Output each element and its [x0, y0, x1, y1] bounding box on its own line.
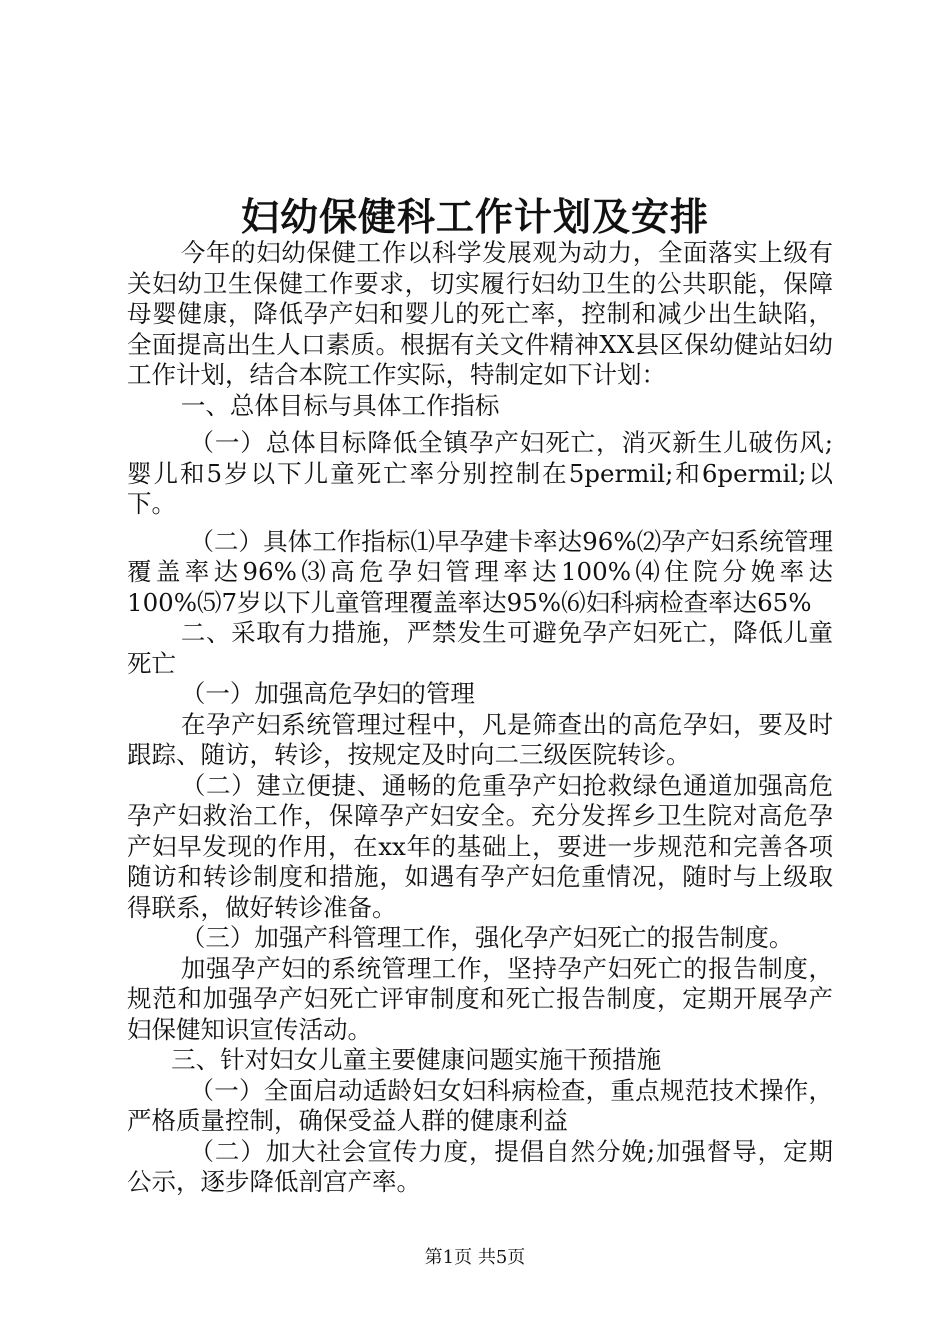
paragraph-publicity: （二）加大社会宣传力度，提倡自然分娩;加强督导，定期公示，逐步降低剖宫产率。 [127, 1136, 833, 1196]
document-body [127, 238, 833, 1198]
section-heading-3: 三、针对妇女儿童主要健康问题实施干预措施 [171, 1045, 662, 1074]
section-heading-2: 二、采取有力措施，严禁发生可避免孕产妇死亡，降低儿童死亡 [127, 618, 833, 678]
paragraph-intro: 今年的妇幼保健工作以科学发展观为动力，全面落实上级有关妇幼卫生保健工作要求，切实履行妇幼卫生的公共职能，保障母婴健康，降低孕产妇和婴儿的死亡率，控制和减少出生缺陷，全面提高出生人口素质。根据有关文件精神XX县区保幼健站妇幼工作计划，结合本院工作实际，特制定如下计划： [127, 238, 833, 389]
subheading-high-risk: （一）加强高危孕妇的管理 [180, 679, 475, 708]
document-title: 妇幼保健科工作计划及安排 [240, 194, 709, 239]
section-heading-1: 一、总体目标与具体工作指标 [180, 390, 500, 420]
paragraph-indicators: （二）具体工作指标⑴早孕建卡率达96%⑵孕产妇系统管理覆盖率达96%⑶高危孕妇管理率达100%⑷住院分娩率达100%⑸7岁以下儿童管理覆盖率达95%⑹妇科病检查率达65% [127, 526, 833, 617]
paragraph-gynecology: （一）全面启动适龄妇女妇科病检查，重点规范技术操作，严格质量控制，确保受益人群的健康利益 [127, 1075, 833, 1135]
page-footer: 第1页 共5页 [424, 1247, 526, 1268]
subheading-obstetric: （三）加强产科管理工作，强化孕产妇死亡的报告制度。 [180, 923, 794, 952]
paragraph-obstetric: 加强孕产妇的系统管理工作，坚持孕产妇死亡的报告制度，规范和加强孕产妇死亡评审制度和死亡报告制度，定期开展孕产妇保健知识宣传活动。 [127, 953, 833, 1044]
paragraph-green-channel: （二）建立便捷、通畅的危重孕产妇抢救绿色通道加强高危孕产妇救治工作，保障孕产妇安全。充分发挥乡卫生院对高危孕产妇早发现的作用，在xx年的基础上，要进一步规范和完善各项随访和转诊制度和措施，如遇有孕产妇危重情况，随时与上级取得联系，做好转诊准备。 [127, 770, 833, 922]
paragraph-goal: （一）总体目标降低全镇孕产妇死亡，消灭新生儿破伤风;婴儿和5岁以下儿童死亡率分别控制在5permil;和6permil;以下。 [127, 428, 833, 518]
paragraph-high-risk: 在孕产妇系统管理过程中，凡是筛查出的高危孕妇，要及时跟踪、随访，转诊，按规定及时向二三级医院转诊。 [127, 709, 833, 769]
